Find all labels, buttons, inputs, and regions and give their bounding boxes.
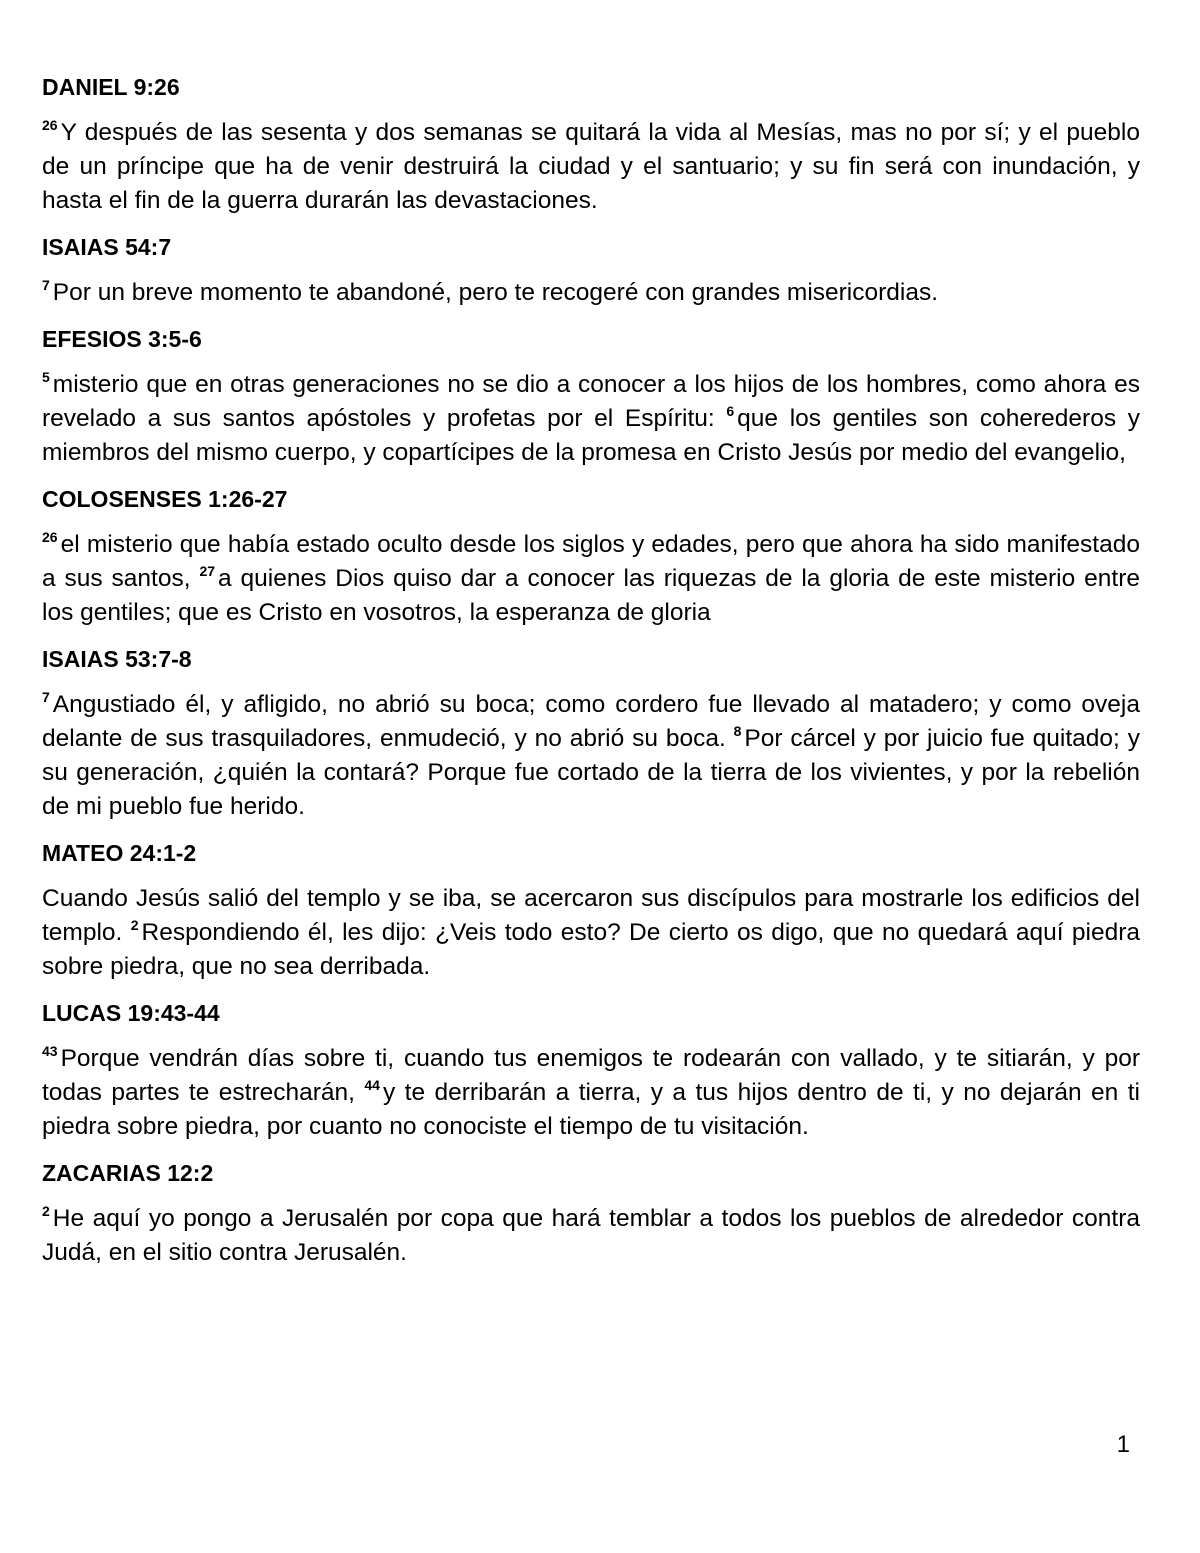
verse-number: 6 [726, 403, 735, 419]
verse-text: Cuando Jesús salió del templo y se iba, se acercaron sus discípulos para mostrarle los edificios del templo. [42, 885, 1140, 946]
passage-text [42, 116, 1140, 218]
passage-text [42, 276, 1140, 310]
verse-number: 8 [733, 723, 742, 739]
verse-text: Angustiado él, y afligido, no abrió su boca; como cordero fue llevado al matadero; y como oveja delante de sus trasquiladores, enmudeció, y no abrió su boca. [42, 691, 1140, 752]
verse-number: 5 [42, 369, 50, 385]
passage-daniel-9-26 [42, 70, 1140, 218]
passage-isaias-53-7-8 [42, 642, 1140, 824]
verse-text: misterio que en otras generaciones no se dio a conocer a los hijos de los hombres, como ahora es revelado a sus santos apóstoles y profetas por el Espíritu: [42, 371, 1140, 432]
passage-heading: COLOSENSES 1:26-27 [42, 486, 288, 512]
passage-text [42, 1042, 1140, 1144]
verse-text: y te derribarán a tierra, y a tus hijos dentro de ti, y no dejarán en ti piedra sobre piedra, por cuanto no conociste el tiempo de tu visitación. [42, 1079, 1140, 1140]
verse-text: Y después de las sesenta y dos semanas se quitará la vida al Mesías, mas no por sí; y el pueblo de un príncipe que ha de venir destruirá la ciudad y el santuario; y su fin será con inundación, y hasta el fin de la guerra durarán las devastaciones. [42, 119, 1140, 214]
passage-heading: LUCAS 19:43-44 [42, 1000, 220, 1026]
verse-number: 2 [42, 1203, 50, 1219]
passage-heading: MATEO 24:1-2 [42, 840, 197, 866]
passage-heading: ISAIAS 54:7 [42, 234, 172, 260]
passage-lucas-19-43-44 [42, 996, 1140, 1144]
verse-text: Porque vendrán días sobre ti, cuando tus enemigos te rodearán con vallado, y te sitiarán, y por todas partes te estrecharán, [42, 1045, 1140, 1106]
passage-heading: ISAIAS 53:7-8 [42, 646, 192, 672]
passage-text [42, 368, 1140, 470]
passage-isaias-54-7 [42, 230, 1140, 310]
verse-number: 43 [42, 1043, 58, 1059]
verse-text: Por cárcel y por juicio fue quitado; y su generación, ¿quién la contará? Porque fue cortado de la tierra de los vivientes, y por la rebelión de mi pueblo fue herido. [42, 725, 1140, 820]
passage-text [42, 882, 1140, 984]
verse-number: 2 [130, 917, 139, 933]
passage-text [42, 1202, 1140, 1270]
passage-zacarias-12-2 [42, 1156, 1140, 1270]
verse-number: 7 [42, 689, 50, 705]
passage-mateo-24-1-2 [42, 836, 1140, 984]
verse-number: 26 [42, 529, 58, 545]
verse-text: Por un breve momento te abandoné, pero te recogeré con grandes misericordias. [52, 279, 939, 306]
verse-text: a quienes Dios quiso dar a conocer las riquezas de la gloria de este misterio entre los gentiles; que es Cristo en vosotros, la esperanza de gloria [42, 565, 1140, 626]
passage-heading: ZACARIAS 12:2 [42, 1160, 214, 1186]
page-number: 1 [1116, 1431, 1130, 1458]
passage-heading: DANIEL 9:26 [42, 74, 180, 100]
passage-text [42, 688, 1140, 824]
passage-heading: EFESIOS 3:5-6 [42, 326, 202, 352]
verse-text: el misterio que había estado oculto desde los siglos y edades, pero que ahora ha sido manifestado a sus santos, [42, 531, 1140, 592]
verse-number: 7 [42, 277, 50, 293]
verse-number: 26 [42, 117, 58, 133]
verse-text: que los gentiles son coherederos y miembros del mismo cuerpo, y copartícipes de la promesa en Cristo Jesús por medio del evangelio, [42, 405, 1140, 466]
verse-number: 44 [364, 1077, 380, 1093]
verse-number: 27 [199, 563, 216, 579]
verse-text: He aquí yo pongo a Jerusalén por copa que hará temblar a todos los pueblos de alrededor contra Judá, en el sitio contra Jerusalén. [42, 1205, 1140, 1266]
document-body [42, 70, 1140, 1282]
passage-colosenses-1-26-27 [42, 482, 1140, 630]
verse-text: Respondiendo él, les dijo: ¿Veis todo esto? De cierto os digo, que no quedará aquí piedra sobre piedra, que no sea derribada. [42, 919, 1140, 980]
passage-text [42, 528, 1140, 630]
passage-efesios-3-5-6 [42, 322, 1140, 470]
